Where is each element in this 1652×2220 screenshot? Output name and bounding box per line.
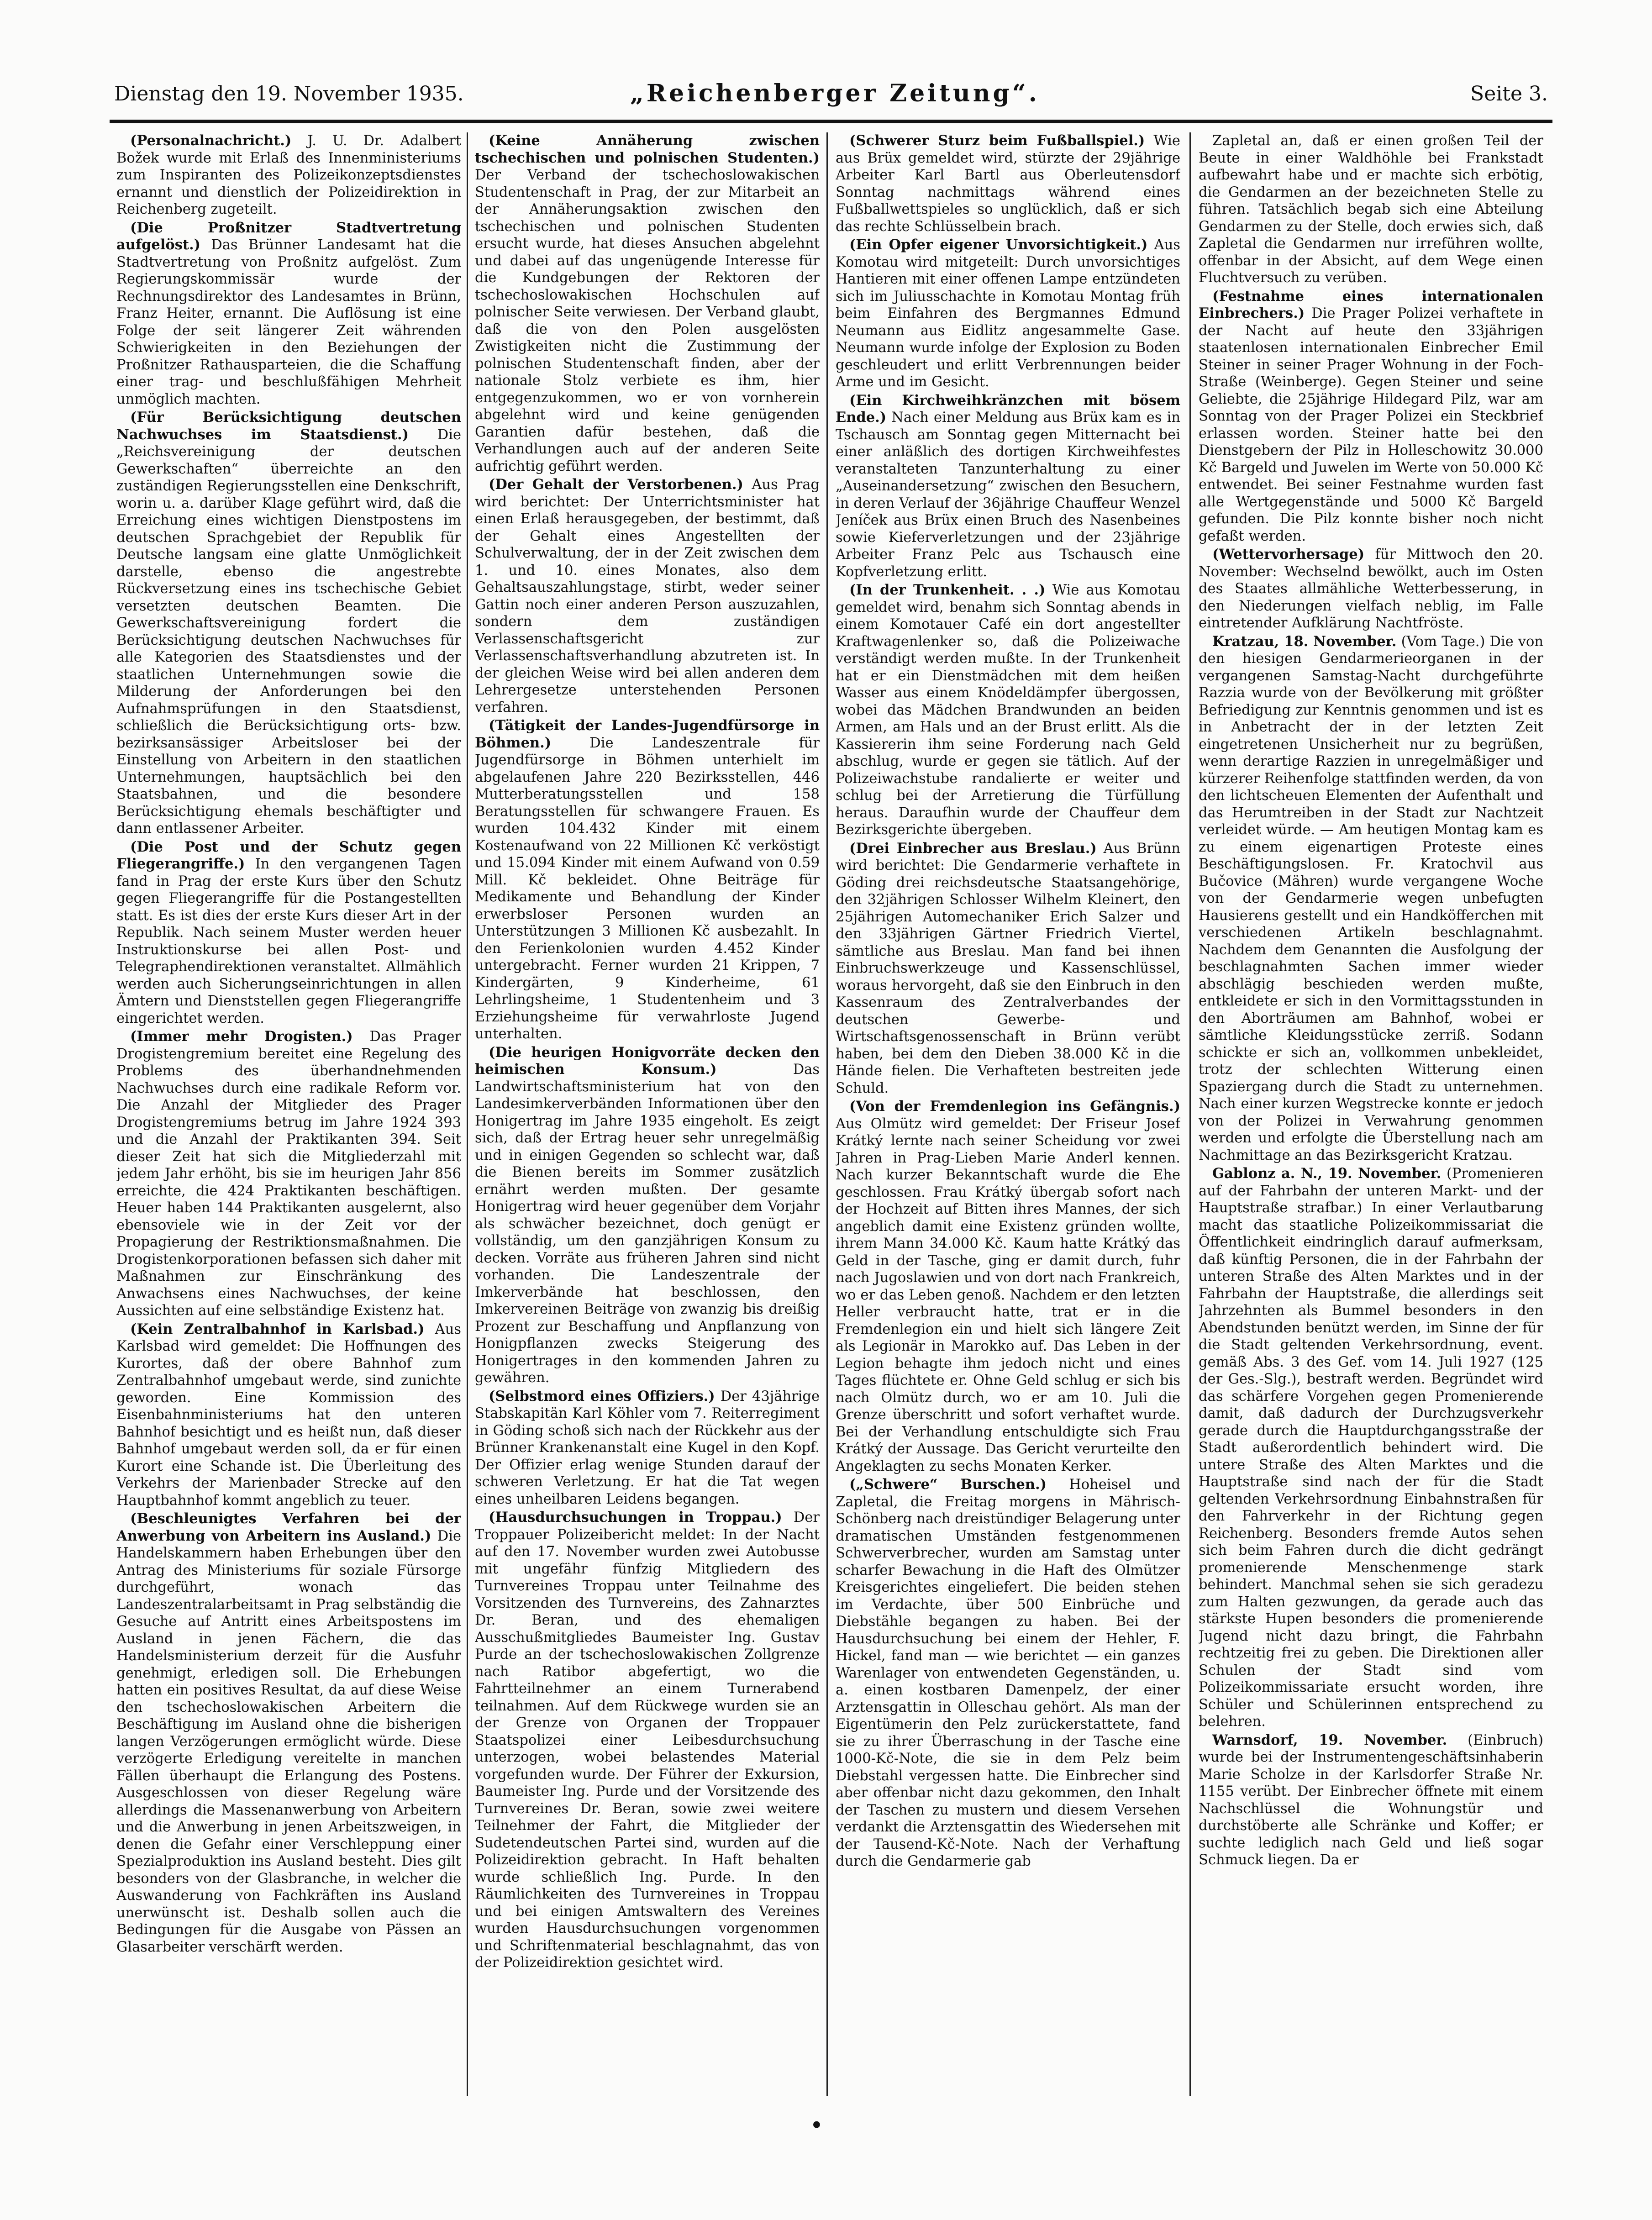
article [1199,546,1543,632]
article-text: (Promenieren auf der Fahrbahn der unteren Markt- und der Hauptstraße strafbar.) In einer Verlautbarung macht das staatliche Polizeikommissariat die Öffentlichkeit eindringlich darauf aufmerksam, daß künftig Personen, die in der Fahrbahn der unteren Straße des Alten Marktes und in der Fahrbahn der Hauptstraße, die allerdings seit Jahrzehnten als Bummel besonders in den Abendstunden benützt werden, im Sinne der für die Stadt geltenden Verkehrsordnung, event. gemäß Abs. 3 des Gef. vom 14. Juli 1927 (125 der Ges.-Slg.), bestraft werden. Begründet wird das schärfere Vorgehen gegen Promenierende damit, daß dadurch der Durchzugsverkehr gerade durch die Hauptdurchgangsstraße der Stadt außerordentlich behindert wird. Die untere Straße des Alten Marktes und die Hauptstraße sind nach der für die Stadt geltenden Verkehrsordnung Einbahnstraßen für den Fahrverkehr in der Richtung gegen Reichenberg. Besonders fremde Autos sehen sich beim Fahren durch die dicht gedrängt promenierende Menschenmenge stark behindert. Manchmal sehen sie sich geradezu zum Halten gezwungen, da gerade auch das stärkste Hupen besonders die promenierende Jugend nicht dazu bringt, die Fahrbahn rechtzeitig frei zu geben. Die Direktionen aller Schulen der Stadt sind vom Polizeikommissariate ersucht worden, ihre Schüler und Schülerinnen entsprechend zu belehren. [1199,1166,1543,1730]
footer-mark: • [810,2114,823,2136]
article [836,582,1180,839]
column-2 [475,132,820,2096]
article [836,237,1180,391]
article-text: für Mittwoch den 20. November: Wechselnd bewölkt, auch im Osten des Staates allmähliche Wetterbesserung, in den Niederungen vielfach neblig, im Falle eintretender Aufklärung Nachtfröste. [1199,547,1543,631]
article-text: Der 43jährige Stabskapitän Karl Köhler vom 7. Reiterregiment in Göding schoß sich nach der Rückkehr aus der Brünner Krankenanstalt eine Kugel in den Kopf. Der Offizier erlag wenige Stunden darauf der schweren Verletzung. Er hat die Tat wegen eines unheilbaren Leidens begangen. [475,1388,820,1507]
article-title: Kratzau, 18. November. [1212,633,1397,650]
article-text: Aus Karlsbad wird gemeldet: Die Hoffnungen des Kurortes, daß der obere Bahnhof zum Zentralbahnhof umgebaut werde, sind zunichte geworden. Eine Kommission des Eisenbahnministeriums hat den unteren Bahnhof besichtigt und es heißt nun, daß dieser Bahnhof umgebaut werden soll, da er für einen Kurort eine Schande ist. Die Überleitung des Verkehrs der Marienbader Strecke auf den Hauptbahnhof kommt angeblich zu teuer. [116,1321,461,1509]
article [475,717,820,1043]
article-title: (Tätigkeit der Landes-Jugendfürsorge in Böhmen.) [475,717,820,751]
column-4 [1199,132,1543,2096]
article-title: (Für Berücksichtigung deutschen Nachwuchses im Staatsdienst.) [116,409,461,443]
article-text: Der Troppauer Polizeibericht meldet: In der Nacht auf den 17. November wurden zwei Autobusse mit ungefähr fünfzig Mitgliedern des Turnvereines Troppau unter Teilnahme des Vorsitzenden des Turnvereins, des Zahnarztes Dr. Beran, und des ehemaligen Ausschußmitgliedes Baumeister Ing. Gustav Purde an der tschechoslowakischen Zollgrenze nach Ratibor abgefertigt, wo die Fahrtteilnehmer an einem Turnerabend teilnahmen. Auf dem Rückwege wurden sie an der Grenze von Organen der Troppauer Staatspolizei einer Leibesdurchsuchung unterzogen, wobei belastendes Material vorgefunden wurde. Der Führer der Exkursion, Baumeister Ing. Purde und der Vorsitzende des Turnvereines Dr. Beran, sowie zwei weitere Teilnehmer der Fahrt, die Mitglieder der Sudetendeutschen Partei sind, wurden auf die Polizeidirektion gebracht. In Haft behalten wurde schließlich Ing. Purde. In den Räumlichkeiten des Turnvereines in Troppau und bei einigen Amtswaltern des Vereines wurden Hausdurchsuchungen vorgenommen und Schriftenmaterial beschlagnahmt, das von der Polizeidirektion gesichtet wird. [475,1510,820,1971]
article-title: Gablonz a. N., 19. November. [1212,1165,1442,1182]
article [1199,132,1543,287]
article [116,132,461,218]
article [475,1509,820,1972]
article-text: Die „Reichsvereinigung der deutschen Gewerkschaften“ überreichte an den zuständigen Regierungsstellen eine Denkschrift, worin u. a. darüber Klage geführt wird, daß die Erreichung eines wichtigen Dienstpostens im deutschen Sprachgebiet der Republik für Deutsche langsam eine glatte Unmöglichkeit darstelle, ebenso die angestrebte Rückversetzung eines ins tschechische Gebiet versetzten deutschen Beamten. Die Gewerkschaftsvereinigung fordert die Berücksichtigung deutschen Nachwuchses für alle Kategorien des Staatsdienstes und der staatlichen Unternehmungen sowie die Milderung der Anforderungen bei den Aufnahmsprüfungen in den Staatsdienst, schließlich die Berücksichtigung orts- bzw. bezirksansässiger Arbeitsloser bei der Einstellung von Arbeitern in den staatlichen Unternehmungen, hauptsächlich bei den Staatsbahnen, und die besondere Berücksichtigung ehemals beschäftigter und dann entlassener Arbeiter. [116,426,461,836]
article [116,1028,461,1320]
article [475,1388,820,1508]
newspaper-title: „Reichenberger Zeitung“. [630,79,1040,107]
page-header [114,79,1548,119]
column-divider [826,132,828,2096]
article-title: (Der Gehalt der Verstorbenen.) [489,476,743,493]
article [1199,288,1543,545]
column-divider [467,132,468,2096]
article [1199,1165,1543,1731]
article-title: (Selbstmord eines Offiziers.) [489,1388,715,1405]
article-title: (Die Post und der Schutz gegen Fliegerangriffe.) [116,838,461,872]
article-title: (Personalnachricht.) [130,132,292,149]
article-text: J. U. Dr. Adalbert Božek wurde mit Erlaß des Innenministeriums zum Inspiranten des Polizeikonzeptsdienstes ernannt und dienstlich der Polizeidirektion in Reichenberg zugeteilt. [116,133,461,217]
article [475,476,820,716]
article-text: Das Landwirtschaftsministerium hat von den Landesimkerverbänden Informationen über den Honigertrag im Jahre 1935 eingeholt. Es zeigt sich, daß der Ertrag heuer sehr unregelmäßig und in einigen Gegenden so schlecht war, daß die Bienen bereits im Sommer zusätzlich ernährt werden mußten. Der gesamte Honigertrag wird heuer gegenüber dem Vorjahr als schwächer bezeichnet, doch genügt er vollständig, um den ganzjährigen Konsum zu decken. Vorräte aus früheren Jahren sind nicht vorhanden. Die Landeszentrale der Imkerverbände hat beschlossen, den Imkervereinen Beiträge von zwanzig bis dreißig Prozent zur Beschaffung und Anpflanzung von Honigpflanzen zwecks Steigerung des Honigertrages in den kommenden Jahren zu gewähren. [475,1062,820,1386]
article-title: (Ein Opfer eigener Unvorsichtigkeit.) [849,237,1148,253]
article-text: Aus Brünn wird berichtet: Die Gendarmerie verhaftete in Göding drei reichsdeutsche Staatsangehörige, den 32jährigen Schlosser Wilhelm Kleinert, den 25jährigen Automechaniker Erich Salzer und den 33jährigen Gärtner Friedrich Viertel, sämtliche aus Breslau. Man fand bei ihnen Einbruchswerkzeuge und Kassenschlüssel, woraus hervorgeht, daß sie den Einbruch in den Kassenraum des Zentralverbandes der deutschen Gewerbe- und Wirtschaftsgenossenschaft in Brünn verübt haben, bei dem den Dieben 38.000 Kč in die Hände fielen. Die Verhafteten bestreiten jede Schuld. [836,840,1180,1096]
article [836,1476,1180,1870]
column-1 [116,132,461,2096]
article-text: Die Handelskammern haben Erhebungen über den Antrag des Ministeriums für soziale Fürsorge durchgeführt, wonach das Landeszentralarbeitsamt in Prag selbständig die Gesuche auf Antritt eines Arbeitspostens im Ausland in jenen Fächern, die das Handelsministerium derzeit für die Ausfuhr genehmigt, erledigen soll. Die Erhebungen hatten ein positives Resultat, da auf diese Weise den tschechoslowakischen Arbeitern die Beschäftigung im Ausland ohne die bisherigen langen Verzögerungen ermöglicht würde. Diese verzögerte Erledigung vereitelte in manchen Fällen überhaupt die Erlangung des Postens. Ausgeschlossen von dieser Regelung wäre allerdings die Massenanwerbung von Arbeitern und die Anwerbung in jenen Arbeitszweigen, in denen die Gefahr einer Verschleppung einer Spezialproduktion ins Ausland besteht. Dies gilt besonders von der Glasbranche, in welcher die Auswanderung von Fachkräften ins Ausland unerwünscht ist. Deshalb sollen auch die Bedingungen für die Ausgabe von Pässen an Glasarbeiter verschärft werden. [116,1528,461,1955]
article-text: Wie aus Brüx gemeldet wird, stürzte der 29jährige Arbeiter Karl Bartl aus Oberleutensdorf Sonntag nachmittags während eines Fußballwettspieles so unglücklich, daß er sich das rechte Schlüsselbein brach. [836,133,1180,235]
article-text: Nach einer Meldung aus Brüx kam es in Tschausch am Sonntag gegen Mitternacht bei einer anläßlich des dortigen Kirchweihfestes veranstalteten Tanzunterhaltung zu einer „Auseinandersetzung“ zwischen den Besuchern, in deren Verlauf der 36jährige Chauffeur Wenzel Jeníček aus Brüx einen Bruch des Nasenbeines sowie Kieferverletzungen und der 23jährige Arbeiter Franz Pelc aus Tschausch eine Kopfverletzung erlitt. [836,410,1180,580]
article-text: Aus Olmütz wird gemeldet: Der Friseur Josef Krátký lernte nach seiner Scheidung vor zwei Jahren in Prag-Lieben Marie Anderl kennen. Nach kurzer Bekanntschaft wurde die Ehe geschlossen. Frau Krátký übergab sofort nach der Hochzeit auf Bitten ihres Mannes, der sich angeblich damit eine Existenz gründen wollte, ihrem Mann 34.000 Kč. Kaum hatte Krátký das Geld in der Tasche, ging er damit durch, fuhr nach Jugoslawien und von dort nach Frankreich, wo er das Leben genoß. Nachdem er den letzten Heller verbraucht hatte, trat er in die Fremdenlegion ein und hielt sich längere Zeit als Legionär in Marokko auf. Das Leben in der Legion behagte ihm jedoch nicht und eines Tages flüchtete er. Ohne Geld schlug er sich bis nach Olmütz durch, wo er am 10. Juli die Grenze überschritt und sofort verhaftet wurde. Bei der Verhandlung entschuldigte sich Frau Krátký der Aussage. Das Gericht verurteilte den Angeklagten zu sechs Monaten Kerker. [836,1115,1180,1474]
article-title: (Wettervorhersage) [1212,546,1365,563]
article-text: Der Verband der tschechoslowakischen Studentenschaft in Prag, der zur Mitarbeit an der Annäherungsaktion zwischen den tschechischen und polnischen Studenten ersucht wurde, hat dieses Ansuchen abgelehnt und dabei auf das ungenügende Interesse für die Kundgebungen der Rektoren der tschechoslowakischen Hochschulen auf polnischer Seite verwiesen. Der Verband glaubt, daß die von den Polen ausgelösten Zwistigkeiten nicht die Zustimmung der polnischen Studentenschaft finden, aber der nationale Stolz verbiete es ihm, hier entgegenzukommen, wo er von vornherein abgelehnt wird und keine genügenden Garantien dafür bestehen, daß die Verhandlungen auch auf der anderen Seite aufrichtig geführt werden. [475,167,820,474]
article [836,392,1180,581]
article [116,220,461,408]
article-title: (Festnahme eines internationalen Einbrechers.) [1199,288,1543,321]
article-text: Das Brünner Landesamt hat die Stadtvertretung von Proßnitz aufgelöst. Zum Regierungskommissär wurde der Rechnungsdirektor des Landesamtes in Brünn, Franz Heiter, ernannt. Die Auflösung ist eine Folge der seit längerer Zeit währenden Schwierigkeiten in den Beziehungen der Proßnitzer Rathausparteien, die die Schaffung einer trag- und beschlußfähigen Mehrheit unmöglich machten. [116,237,461,407]
article-title: (Kein Zentralbahnhof in Karlsbad.) [130,1320,425,1337]
column-3 [836,132,1180,2096]
article-text: Zapletal an, daß er einen großen Teil der Beute in einer Waldhöhle bei Frankstadt aufbewahrt habe und er machte sich erbötig, die Gendarmen an der bezeichneten Stelle zu führen. Tatsächlich begab sich eine Abteilung Gendarmen zu der Stelle, doch erwies sich, daß Zapletal die Gendarmen nur irreführen wollte, offenbar in der Absicht, auf dem Wege einen Fluchtversuch zu verüben. [1199,133,1543,286]
article-text: (Einbruch) wurde bei der Instrumentengeschäftsinhaberin Marie Scholze in der Karlsdorfer Straße Nr. 1155 verübt. Der Einbrecher öffnete mit einem Nachschlüssel die Wohnungstür und durchstöberte alle Schränke und Koffer; er suchte lediglich nach Geld und ließ sogar Schmuck liegen. Da er [1199,1732,1543,1868]
column-divider [1189,132,1191,2096]
article-text: Die Prager Polizei verhaftete in der Nacht auf heute den 33jährigen staatenlosen internationalen Einbrecher Emil Steiner in seiner Prager Wohnung in der Foch-Straße (Weinberge). Gegen Steiner und seine Geliebte, die 25jährige Hildegard Pilz, war am Sonntag von der Prager Polizei ein Steckbrief erlassen worden. Steiner hatte bei den Dienstgebern der Pilz in Holleschowitz 30.000 Kč Bargeld und Juwelen im Werte von 50.000 Kč entwendet. Bei seiner Festnahme wurden fast alle Wertgegenstände und 5000 Kč Bargeld gefunden. Die Pilz konnte bisher noch nicht gefaßt werden. [1199,305,1543,544]
issue-date: Dienstag den 19. November 1935. [114,82,464,105]
article-text: Die Landeszentrale für Jugendfürsorge in Böhmen unterhielt im abgelaufenen Jahre 220 Bezirksstellen, 446 Mutterberatungsstellen und 158 Beratungsstellen für schwangere Frauen. Es wurden 104.432 Kinder mit einem Kostenaufwand von 22 Millionen Kč verköstigt und 15.094 Kinder mit einem Aufwand von 0.59 Mill. Kč bekleidet. Ohne Beiträge für Medikamente und Behandlung der Kinder erwerbsloser Personen wurden an Unterstützungen 3 Millionen Kč ausbezahlt. In den Ferienkolonien wurden 4.452 Kinder untergebracht. Ferner wurden 21 Krippen, 7 Kindergärten, 9 Kinderheime, 61 Lehrlingsheime, 1 Studentenheim und 3 Erziehungsheime für verwahrloste Jugend unterhalten. [475,735,820,1042]
article-title: (Die Proßnitzer Stadtvertretung aufgelöst.) [116,219,461,253]
article-title: (Keine Annäherung zwischen tschechischen und polnischen Studenten.) [475,132,820,166]
article-title: (Drei Einbrecher aus Breslau.) [849,840,1097,857]
article [1199,1732,1543,1869]
article-text: Aus Prag wird berichtet: Der Unterrichtsminister hat einen Erlaß herausgegeben, der bestimmt, daß der Gehalt eines Angestellten der Schulverwaltung, der in der Zeit zwischen dem 1. und 10. eines Monates, also dem Gehaltsauszahlungstage, stirbt, weder seiner Gattin noch einer anderen Person auszuzahlen, sondern dem zuständigen Verlassenschaftsgericht zur Verlassenschaftsverhandlung abzutreten ist. In der gleichen Weise wird bei allen anderen dem Lehrergesetze unterstehenden Personen verfahren. [475,477,820,715]
article [836,840,1180,1097]
article-text: In den vergangenen Tagen fand in Prag der erste Kurs über den Schutz gegen Fliegerangriffe für die Postangestellten statt. Es ist dies der erste Kurs dieser Art in der Republik. Nach seinem Muster werden heuer Instruktionskurse bei allen Post- und Telegraphendirektionen veranstaltet. Allmählich werden auch Sicherungseinrichtungen in allen Ämtern und Dienststellen gegen Fliegerangriffe eingerichtet werden. [116,856,461,1026]
article [836,132,1180,235]
article [116,839,461,1027]
article [116,1510,461,1956]
article-title: (In der Trunkenheit. . .) [849,582,1046,598]
article-title: (Immer mehr Drogisten.) [130,1028,353,1045]
article [475,1044,820,1387]
article-text: Aus Komotau wird mitgeteilt: Durch unvorsichtiges Hantieren mit einer offenen Lampe entzündeten sich im Juliusschachte in Komotau Montag früh beim Einfahren des Bergmannes Edmund Neumann aus Eidlitz angesammelte Gase. Neumann wurde infolge der Explosion zu Boden geschleudert und erlitt Verbrennungen beider Arme und im Gesicht. [836,237,1180,390]
article-title: (Von der Fremdenlegion ins Gefängnis.) [849,1098,1180,1115]
article-title: (Schwerer Sturz beim Fußballspiel.) [849,132,1145,149]
article [116,409,461,837]
article-title: (Beschleunigtes Verfahren bei der Anwerbung von Arbeitern ins Ausland.) [116,1510,461,1544]
article-text: Hoheisel und Zapletal, die Freitag morgens in Mährisch-Schönberg nach dreistündiger Belagerung unter dramatischen Umständen festgenommenen Schwerverbrecher, wurden am Samstag unter scharfer Bewachung in die Haft des Olmützer Kreisgerichtes eingeliefert. Die beiden stehen im Verdachte, über 500 Einbrüche und Diebstähle begangen zu haben. Bei der Hausdurchsuchung bei einem der Hehler, F. Hickel, fand man — wie berichtet — ein ganzes Warenlager von entwendeten Gegenständen, u. a. einen kostbaren Damenpelz, der einer Arztensgattin in Olleschau gehört. Als man der Eigentümerin den Pelz zurückerstattete, fand sie zu ihrer Überraschung in der Tasche eine 1000-Kč-Note, die sie in dem Pelz beim Diebstahl vergessen hatte. Die Einbrecher sind aber offenbar nicht dazu gekommen, den Inhalt der Taschen zu mustern und diesem Versehen verdankt die Arztensgattin des Wiedersehen mit der Tausend-Kč-Note. Nach der Verhaftung durch die Gendarmerie gab [836,1477,1180,1869]
article-text: Wie aus Komotau gemeldet wird, benahm sich Sonntag abends in einem Komotauer Café ein dort angestellter Kraftwagenlenker so, daß die Polizeiwache verständigt werden mußte. In der Trunkenheit hat er ein Dienstmädchen mit dem heißen Wasser aus einem Knödeldämpfer übergossen, wobei das Mädchen Brandwunden an beiden Armen, am Hals und an der Brust erlitt. Als die Kassiererin ihm seine Forderung nach Geld abschlug, wurde er gegen sie tätlich. Auf der Polizeiwachstube randalierte er weiter und schlug bei der Arretierung die Türfüllung heraus. Daraufhin wurde der Chauffeur dem Bezirksgerichte übergeben. [836,582,1180,838]
article-title: (Hausdurchsuchungen in Troppau.) [489,1509,782,1526]
article-title: (Ein Kirchweihkränzchen mit bösem Ende.) [836,392,1180,426]
article [836,1098,1180,1475]
article-text: (Vom Tage.) Die von den hiesigen Gendarmerieorganen in der vergangenen Samstag-Nacht durchgeführte Razzia wurde von der Bevölkerung mit größter Befriedigung zur Kenntnis genommen und ist es in Anbetracht der in der letzten Zeit eingetretenen Unsicherheit nur zu begrüßen, wenn derartige Razzien in unregelmäßiger und kürzerer Reihenfolge stattfinden werden, da von den lichtscheuen Elementen der Aufenthalt und das Herumtreiben in der Stadt zur Nachtzeit verleidet würde. — Am heutigen Montag kam es zu einem eigenartigen Proteste eines Beschäftigungslosen. Fr. Kratochvil aus Bučovice (Mähren) wurde vergangene Woche von der Gendarmerie wegen unbefugten Hausierens gestellt und ein Handköfferchen mit verschiedenen Artikeln beschlagnahmt. Nachdem dem Genannten die Ausfolgung der beschlagnahmten Sachen immer wieder abschlägig beschieden werden mußte, entkleidete er sich in den Vormittagsstunden in den Aborträumen am Bahnhof, wobei er sämtliche Kleidungsstücke zerriß. Sodann schickte er sich an, vollkommen unbekleidet, trotz der schlechten Witterung einen Spaziergang durch die Stadt zu unternehmen. Nach einer kurzen Wegstrecke konnte er jedoch von der Polizei in Verwahrung genommen werden und erfolgte die Überstellung nach am Nachmittage an das Bezirksgericht Kratzau. [1199,633,1543,1163]
article-text: Das Prager Drogistengremium bereitet eine Regelung des Problems des überhandnehmenden Nachwuchses durch eine radikale Reform vor. Die Anzahl der Mitglieder des Prager Drogistengremiums betrug im Jahre 1924 393 und die Anzahl der Praktikanten 394. Seit dieser Zeit hat sich die Mitgliederzahl mit jedem Jahr erhöht, bis sie im heurigen Jahr 856 erreichte, die 424 Praktikanten beschäftigen. Heuer haben 144 Praktikanten ausgelernt, also ebensoviele wie in der Zeit vor der Propagierung der Restriktionsmaßnahmen. Die Drogistenkorporationen befassen sich daher mit Maßnahmen zur Einschränkung des Anwachsens eines Nachwuchses, der keine Aussichten auf eine selbständige Existenz hat. [116,1029,461,1319]
article [1199,633,1543,1164]
article-title: („Schwere“ Burschen.) [849,1476,1047,1493]
article [475,132,820,475]
page-number: Seite 3. [1470,82,1548,105]
header-rule [110,120,1552,123]
article-title: Warnsdorf, 19. November. [1212,1731,1447,1748]
article-title: (Die heurigen Honigvorräte decken den heimischen Konsum.) [475,1044,820,1078]
article [116,1321,461,1510]
